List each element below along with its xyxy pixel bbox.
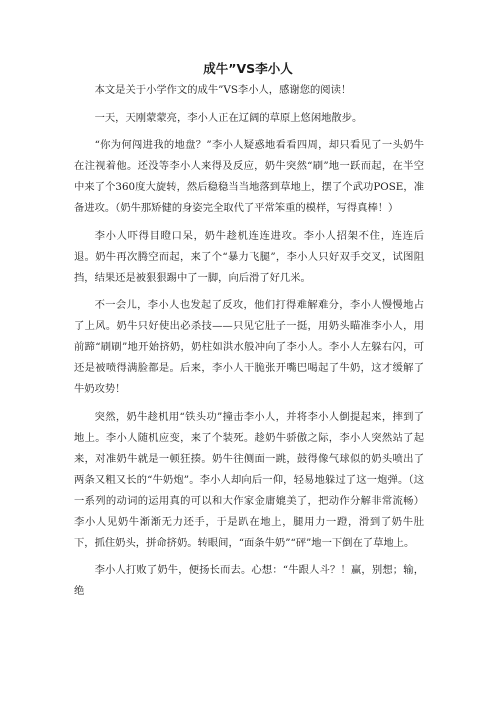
paragraph-intro: 本文是关于小学作文的成牛”VS李小人，感谢您的阅读！	[94, 84, 352, 96]
paragraph: 不一会儿，李小人也发起了反攻，他们打得难解难分，李小人慢慢地占了上风。奶牛只好使出必杀技——只见它肚子一挺，用奶头瞄准李小人，用前蹄“刷刷”地开始挤奶，奶柱如洪水般冲向了李小人。李小人左躲右闪，可还是被喷得满脸都是。后来，李小人干脆张开嘴巴喝起了牛奶，这才缓解了牛奶攻势！	[74, 299, 424, 395]
paragraph: 李小人吓得目瞪口呆，奶牛趁机连连进攻。李小人招架不住，连连后退。奶牛再次腾空而起，来了个“暴力飞腿”，李小人只好双手交叉，试图阻挡，结果还是被狠狠踢中了一脚，向后滑了好几米。	[74, 229, 424, 284]
paragraph: “你为何闯进我的地盘？”李小人疑惑地看看四周，却只看见了一头奶牛在注视着他。还没等李小人来得及反应，奶牛突然“刷”地一跃而起，在半空中来了个360度大旋转，然后稳稳当当地落到草地上，摆了个武功POSE，准备进攻。（奶牛那矫健的身姿完全取代了平常笨重的模样，写得真棒！）	[74, 139, 424, 214]
paragraph: 一天，天刚蒙蒙亮，李小人正在辽阔的草原上悠闲地散步。	[94, 111, 363, 124]
document-body	[74, 80, 424, 609]
document-title: 成牛”VS李小人	[203, 61, 293, 76]
paragraph: 突然，奶牛趁机用“铁头功”撞击李小人，并将李小人倒提起来，摔到了地上。李小人随机应变，来了个装死。趁奶牛骄傲之际，李小人突然站了起来，对准奶牛就是一顿狂揍。奶牛往侧面一跳，鼓得像气球似的奶头喷出了两条又粗又长的“牛奶炮”。李小人却向后一仰，轻易地躲过了这一炮弹。（这一系列的动词的运用真的可以和大作家金庸媲美了，把动作分解非常流畅）李小人见奶牛渐渐无力还手，于是趴在地上，腿用力一蹬，滑到了奶牛肚下，抓住奶头，拼命挤奶。转眼间，“面条牛奶”“砰”地一下倒在了草地上。	[74, 410, 424, 549]
paragraph-last: 李小人打败了奶牛，便扬长而去。心想：“牛跟人斗？！赢，别想；输，绝	[74, 564, 424, 597]
